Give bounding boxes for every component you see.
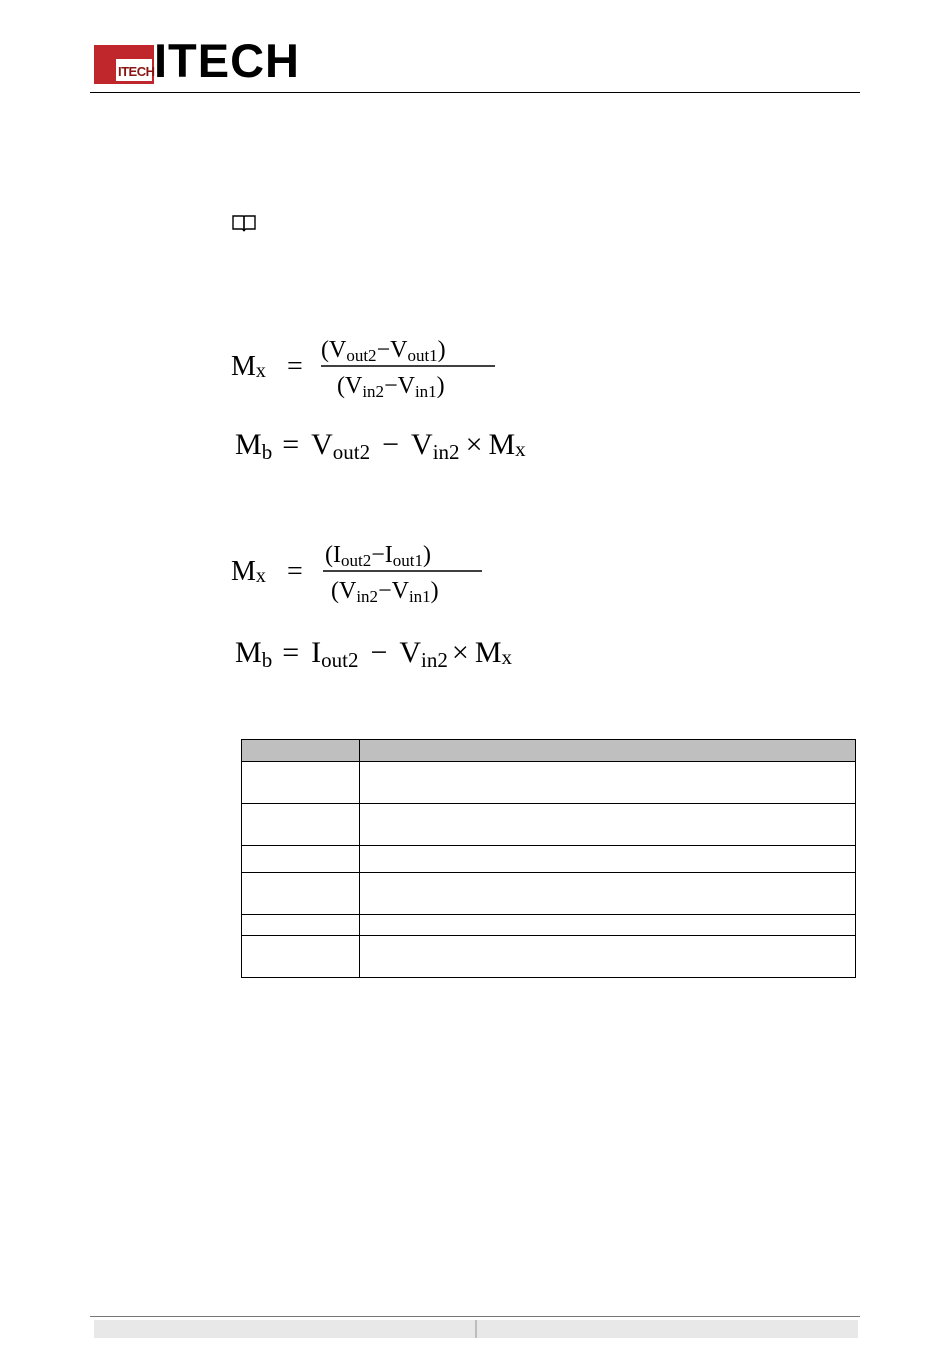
table-row <box>242 873 856 915</box>
table-cell <box>242 762 360 804</box>
formula-mx-current <box>231 538 511 610</box>
table-cell <box>242 936 360 978</box>
svg-text:=: = <box>287 351 303 382</box>
table-header-cell <box>360 740 856 762</box>
footer-separator <box>475 1320 477 1338</box>
table-header-cell <box>242 740 360 762</box>
svg-text:(Vin2−Vin1): (Vin2−Vin1) <box>337 373 445 401</box>
table-row <box>242 846 856 873</box>
svg-text:Mx: Mx <box>231 556 266 587</box>
table-cell <box>360 762 856 804</box>
svg-text:=: = <box>287 556 303 587</box>
formula-mb-current <box>235 630 605 680</box>
table-row <box>242 762 856 804</box>
table-cell <box>242 915 360 936</box>
table-cell <box>242 846 360 873</box>
svg-text:Mb=Vout2−Vin2×Mx: Mb = Vout2 − Vin2 × Mx <box>235 428 526 464</box>
table-cell <box>360 846 856 873</box>
svg-text:(Iout2−Iout1): (Iout2−Iout1) <box>325 542 431 570</box>
table-row <box>242 915 856 936</box>
table-row <box>242 936 856 978</box>
parameter-table <box>241 739 856 978</box>
table-cell <box>360 936 856 978</box>
header-divider <box>90 92 860 93</box>
table-row <box>242 804 856 846</box>
svg-text:(Vout2−Vout1): (Vout2−Vout1) <box>321 337 446 365</box>
formula-mx-voltage <box>231 333 511 405</box>
table-cell <box>360 804 856 846</box>
formula-mb-voltage <box>235 422 605 472</box>
logo-badge-text: ITECH <box>118 64 155 79</box>
table-cell <box>360 915 856 936</box>
page-header <box>0 0 950 100</box>
svg-text:(Vin2−Vin1): (Vin2−Vin1) <box>331 578 439 606</box>
book-icon <box>231 213 257 233</box>
svg-text:Mb=Iout2−Vin2×Mx: Mb = Iout2 − Vin2 × Mx <box>235 636 512 672</box>
footer-divider <box>90 1316 860 1317</box>
table-cell <box>242 873 360 915</box>
itech-logo <box>94 34 309 87</box>
table-header-row <box>242 740 856 762</box>
table-cell <box>242 804 360 846</box>
svg-text:Mx: Mx <box>231 351 266 382</box>
logo-wordmark: ITECH <box>154 34 300 87</box>
table-cell <box>360 873 856 915</box>
